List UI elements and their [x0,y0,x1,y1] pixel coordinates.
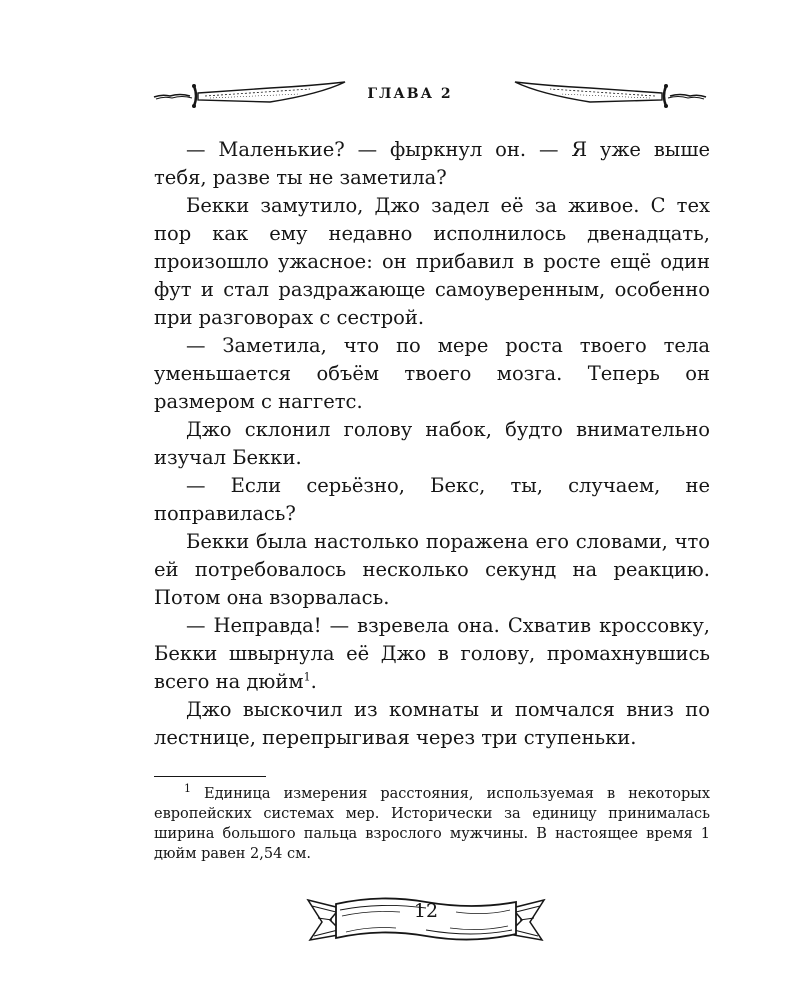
paragraph-text: — Неправда! — взревела она. Схватив кроссовку, Бекки швырнула её Джо в голову, промахнувшись всего на дюйм [154,614,710,693]
paragraph: Бекки замутило, Джо задел её за живое. С тех пор как ему недавно исполнилось двенадцать, произошло ужасное: он прибавил в росте ещё один фут и стал раздражающе самоуверенным, особенно при разговорах с сестрой. [154,194,710,329]
paragraph: Джо выскочил из комнаты и помчался вниз по лестнице, перепрыгивая через три ступеньки. [154,698,710,749]
body-text [154,136,710,752]
footnote-text: Единица измерения расстояния, используемая в некоторых европейских системах мер. Исторически за единицу принималась ширина большого пальца взрослого мужчины. В настоящее время 1 дюйм равен 2,54 см. [154,786,710,862]
paragraph-with-footnote: — Неправда! — взревела она. Схватив кроссовку, Бекки швырнула её Джо в голову, промахнувшись всего на дюйм$^1$. [154,614,710,693]
paragraph: — Если серьёзно, Бекс, ты, случаем, не поправилась? [154,474,710,525]
paragraph: — Заметила, что по мере роста твоего тела уменьшается объём твоего мозга. Теперь он размером с наггетс. [154,334,710,413]
left-sword-icon [150,80,350,110]
footnote [154,784,710,864]
chapter-title: ГЛАВА 2 [367,86,453,102]
paragraph: — Маленькие? — фыркнул он. — Я уже выше тебя, разве ты не заметила? [154,138,710,189]
paragraph: Бекки была настолько поражена его словами, что ей потребовалось несколько секунд на реакцию. Потом она взорвалась. [154,530,710,609]
paragraph: Джо склонил голову набок, будто внимательно изучал Бекки. [154,418,710,469]
footnote-marker: 1 [184,782,191,796]
footnote-divider [154,776,266,777]
footnote-reference: 1 [303,670,311,684]
page-number: 12 [413,900,439,922]
right-sword-icon [510,80,710,110]
